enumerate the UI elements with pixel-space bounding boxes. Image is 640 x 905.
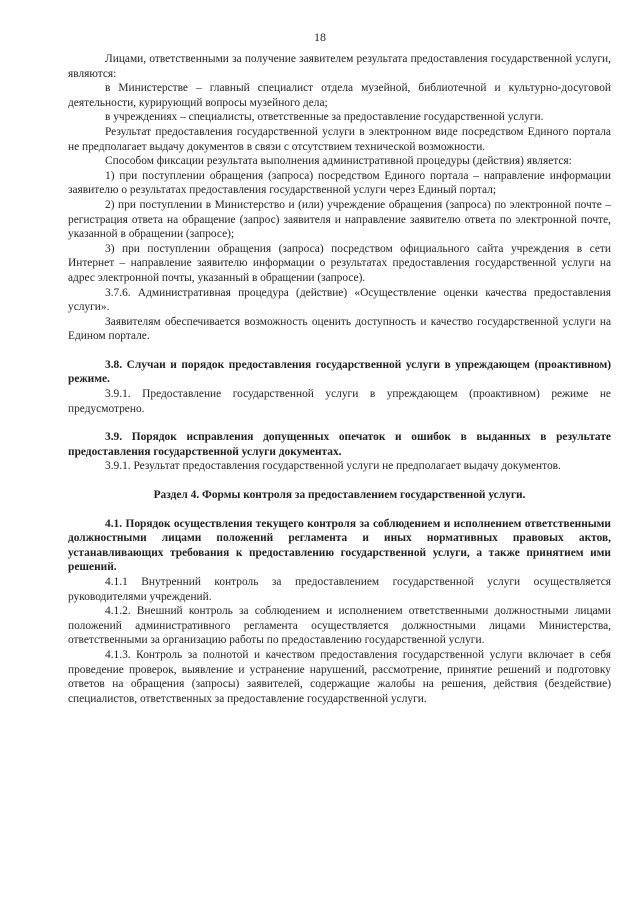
section-heading: 3.8. Случаи и порядок предоставления государственной услуги в упреждающем (проактивном) режиме. [68, 358, 611, 386]
page-number: 18 [314, 30, 326, 44]
body-paragraph: 4.1.2. Внешний контроль за соблюдением и исполнением ответственными должностными лицами положений административного регламента осуществляется должностными лицами Министерства, ответственными за организацию работы по предоставлению государственной услуги. [68, 605, 611, 647]
body-paragraph: 1) при поступлении обращения (запроса) посредством Единого портала – направление информации заявителю о результатах предоставления государственной услуги через Единый портал; [68, 169, 611, 197]
body-paragraph: Лицами, ответственными за получение заявителем результата предоставления государственной услуги, являются: [68, 53, 611, 80]
paragraph-spacer [68, 344, 611, 358]
body-paragraph: 3) при поступлении обращения (запроса) посредством официального сайта учреждения в сети Интернет – направление заявителю информации о результатах предоставления государственной услуги на адрес электронной почты, указанный в обращении (запросе). [68, 242, 611, 284]
paragraph-spacer [68, 474, 611, 488]
section-heading: 4.1. Порядок осуществления текущего контроля за соблюдением и исполнением ответственными должностными лицами положений регламента и иных нормативных правовых актов, устанавливающих требования к предоставлению государственной услуги, а также принятием ими решений. [68, 517, 611, 574]
chapter-heading: Раздел 4. Формы контроля за предоставлением государственной услуги. [153, 489, 526, 502]
paragraph-spacer [68, 416, 611, 430]
body-paragraph: 3.9.1. Предоставление государственной услуги в упреждающем (проактивном) режиме не предусмотрено. [68, 388, 611, 415]
body-paragraph: Заявителям обеспечивается возможность оценить доступность и качество государственной услуги на Едином портале. [68, 315, 611, 343]
document-body [68, 52, 611, 706]
body-paragraph: в Министерстве – главный специалист отдела музейной, библиотечной и культурно-досуговой деятельности, курирующий вопросы музейного дела; [68, 82, 611, 109]
body-paragraph: 4.1.3. Контроль за полнотой и качеством предоставления государственной услуги включает в себя проведение проверок, выявление и устранение нарушений, рассмотрение, принятие решений и подготовку ответов на обращения (запросы) заявителей, содержащие жалобы на решения, действия (бездействие) специалистов, ответственных за предоставление государственной услуги. [68, 648, 611, 705]
body-paragraph: в учреждениях – специалисты, ответственные за предоставление государственной услуги. [105, 111, 544, 124]
body-paragraph: 4.1.1 Внутренний контроль за предоставлением государственной услуги осуществляется руководителями учреждений. [68, 576, 611, 603]
body-paragraph: 3.7.6. Административная процедура (действие) «Осуществление оценки качества предоставления услуги». [68, 286, 611, 314]
body-paragraph: Способом фиксации результата выполнения административной процедуры (действия) является: [105, 155, 572, 168]
paragraph-spacer [68, 503, 611, 517]
body-paragraph: 3.9.1. Результат предоставления государственной услуги не предполагает выдачу документов. [105, 460, 561, 473]
body-paragraph: 2) при поступлении в Министерство и (или) учреждение обращения (запроса) по электронной почте – регистрация ответа на обращение (запрос) заявителя и направление заявителю ответа по электронной почте, указанной в обращении (запросе); [68, 198, 611, 241]
body-paragraph: Результат предоставления государственной услуги в электронном виде посредством Единого портала не предполагает выдачу документов в связи с отсутствием технической возможности. [68, 125, 611, 153]
section-heading: 3.9. Порядок исправления допущенных опечаток и ошибок в выданных в результате предоставления государственной услуги документах. [68, 431, 611, 458]
